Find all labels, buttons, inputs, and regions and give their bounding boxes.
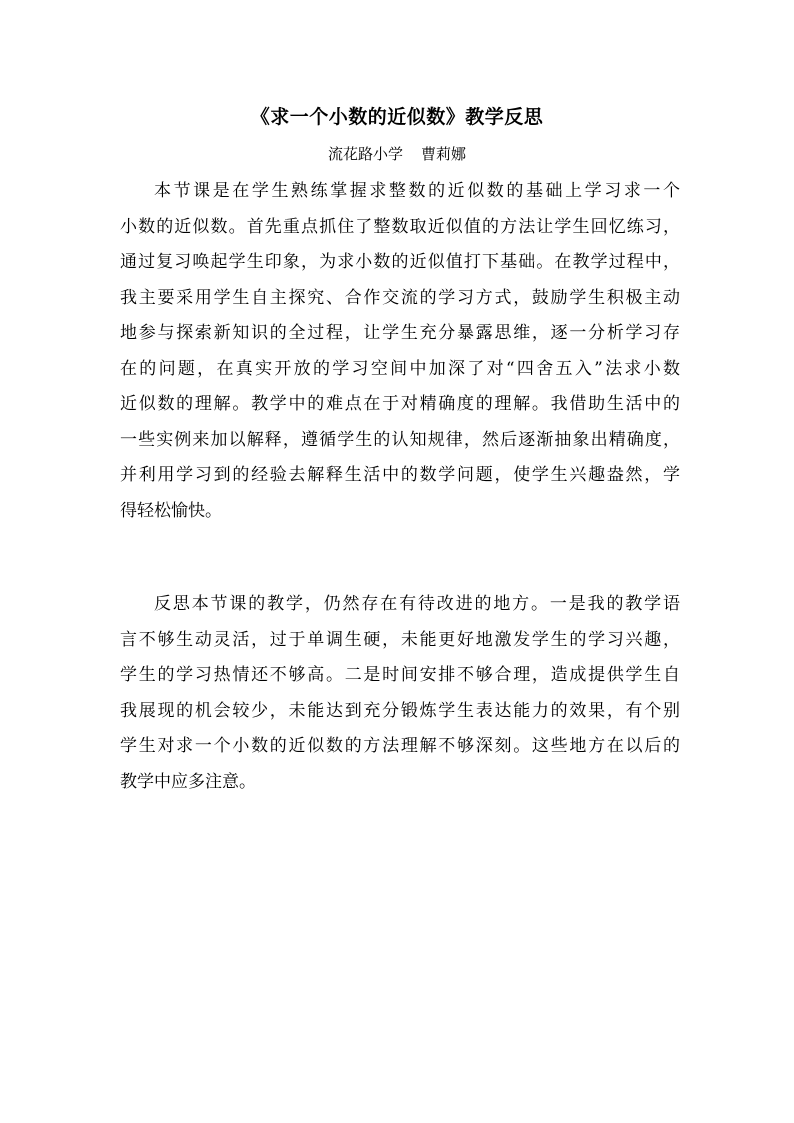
- paragraph-line: 并利用学习到的经验去解释生活中的数学问题，使学生兴趣盎然，学: [120, 465, 680, 485]
- paragraph-line: 反思本节课的教学，仍然存在有待改进的地方。一是我的教学语: [154, 594, 680, 614]
- paragraph-line: 地参与探索新知识的全过程，让学生充分暴露思维，逐一分析学习存: [120, 323, 680, 343]
- paragraph-line: 教学中应多注意。: [120, 771, 256, 792]
- document-title: 《求一个小数的近似数》教学反思: [250, 106, 544, 128]
- paragraph-1: [120, 174, 680, 529]
- paragraph-line: 我展现的机会较少，未能达到充分锻炼学生表达能力的效果，有个别: [120, 700, 680, 721]
- paragraph-line: 一些实例来加以解释，遵循学生的认知规律，然后逐渐抽象出精确度，: [120, 429, 680, 450]
- paragraph-line: 言不够生动灵活，过于单调生硬，未能更好地激发学生的学习兴趣，: [120, 629, 680, 650]
- author-school: 流花路小学: [327, 145, 403, 163]
- paragraph-line: 近似数的理解。教学中的难点在于对精确度的理解。我借助生活中的: [120, 394, 680, 414]
- paragraph-line: 本节课是在学生熟练掌握求整数的近似数的基础上学习求一个: [154, 181, 680, 201]
- author-name: 曹莉娜: [421, 145, 467, 163]
- paragraph-line: 学生的学习热情还不够高。二是时间安排不够合理，造成提供学生自: [120, 665, 680, 685]
- paragraph-line: 得轻松愉快。: [120, 500, 222, 521]
- paragraph-line: 通过复习唤起学生印象，为求小数的近似值打下基础。在教学过程中，: [120, 252, 680, 272]
- paragraph-line: 小数的近似数。首先重点抓住了整数取近似值的方法让学生回忆练习，: [120, 216, 680, 237]
- author-line: [0, 143, 794, 165]
- paragraph-line: 学生对求一个小数的近似数的方法理解不够深刻。这些地方在以后的: [120, 736, 680, 756]
- paragraph-line: 在的问题，在真实开放的学习空间中加深了对“四舍五入”法求小数: [120, 358, 680, 379]
- paragraph-2: [120, 587, 680, 800]
- paragraph-line: 我主要采用学生自主探究、合作交流的学习方式，鼓励学生积极主动: [120, 287, 680, 308]
